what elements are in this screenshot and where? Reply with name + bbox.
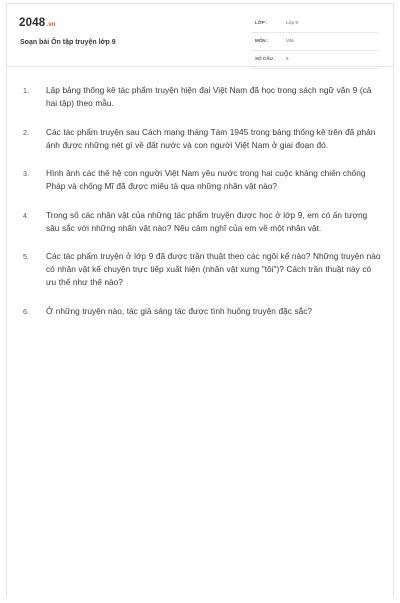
meta-row-grade — [252, 17, 378, 33]
meta-table — [252, 17, 378, 71]
question-text: Lập bảng thống kê tác phẩm truyện hiện đại Việt Nam đã học trong sách ngữ văn 9 (cả hai tập) theo mẫu. — [46, 85, 372, 108]
question-list — [23, 84, 383, 333]
document-page — [6, 3, 394, 597]
meta-value-grade: Lớp 9 — [286, 20, 298, 25]
question-number: 6. — [23, 306, 29, 316]
question-text: Các tác phẩm truyện ở lớp 9 đã được trần thuật theo các ngôi kể nào? Những truyện nào có nhân vật kể chuyện trực tiếp xuất hiện (nhân vật xưng "tôi")? Cách trần thuật này có ưu thế như thế nào? — [46, 251, 381, 287]
question-item — [23, 84, 383, 110]
meta-value-subject: Văn — [286, 38, 295, 43]
question-number: 4. — [23, 210, 29, 220]
question-number: 1. — [23, 86, 29, 95]
question-item — [23, 250, 383, 289]
meta-label-grade: LỚP : — [255, 20, 268, 25]
meta-row-subject — [252, 35, 378, 51]
document-title: Soạn bài Ôn tập truyện lớp 9 — [20, 39, 116, 46]
meta-value-question-count: 6 — [286, 56, 289, 61]
question-item — [23, 209, 383, 235]
question-number: 3. — [23, 169, 29, 178]
meta-label-question-count: SỐ CÂU : — [255, 56, 276, 61]
question-number: 5. — [23, 252, 29, 261]
site-logo[interactable] — [19, 17, 56, 31]
question-text: Các tác phẩm truyện sau Cách mạng tháng Tám 1945 trong bảng thống kê trên đã phản ánh được những nét gì về đất nước và con người Việt Nam ở giai đoạn đó. — [46, 126, 376, 150]
question-text: Hình ảnh các thế hệ con người Việt Nam yêu nước trong hai cuộc kháng chiến chống Pháp và chống Mĩ đã được miêu tả qua những nhân vật nào? — [46, 168, 366, 191]
question-item — [23, 305, 383, 318]
page-header — [7, 4, 393, 67]
question-item — [23, 126, 383, 152]
question-text: Ở những truyện nào, tác giả sáng tác được tình huống truyện đặc sắc? — [46, 305, 313, 316]
question-item — [23, 167, 383, 193]
logo-brand: 2048 — [19, 17, 46, 29]
logo-tld: .vn — [46, 22, 56, 28]
question-number: 2. — [23, 127, 29, 137]
question-text: Trong số các nhân vật của những tác phẩm truyện được học ở lớp 9, em có ấn tượng sâu sắc với những nhân vật nào? Nêu cảm nghĩ của em về một nhân vật. — [46, 209, 368, 233]
meta-row-question-count — [252, 53, 378, 69]
meta-label-subject: MÔN : — [255, 38, 269, 43]
